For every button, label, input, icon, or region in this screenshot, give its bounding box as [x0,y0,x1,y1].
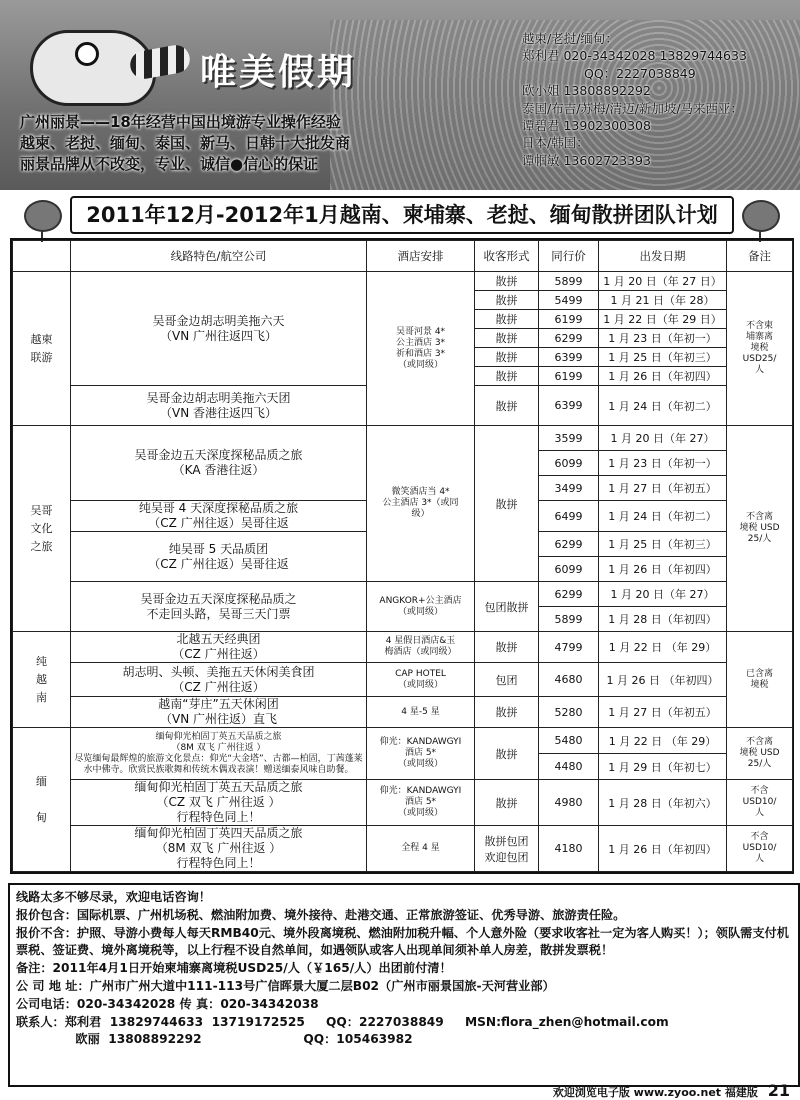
price-cell: 4180 [539,826,599,872]
date-cell: 1 月 20 日（年 27 日） [599,272,727,291]
price-cell: 4799 [539,632,599,663]
date-cell: 1 月 29 日（年初七） [599,754,727,780]
footer-line: 报价不含：护照、导游小费每人每天RMB40元、境外段离境税、燃油附加税升幅、个人意外险（要求收客社一定为客人购买！）；领队需支付机票税、签证费、境外离境税等，以上行程不设自然单间，如遇领队或客人出现单间须补单人房差，散拼发票税！ [16,925,789,958]
footer-info [8,883,800,1087]
date-cell: 1 月 23 日（年初一） [599,451,727,476]
date-cell: 1 月 23 日（年初一） [599,329,727,348]
header-cell [13,241,71,272]
price-cell: 6399 [539,386,599,426]
route-cell: 缅甸仰光柏固丁英五天品质之旅 （CZ 双飞 广州往返 ） 行程特色同上！ [71,780,367,826]
hotel-cell: 全程 4 星 [367,826,475,872]
price-cell: 4980 [539,780,599,826]
date-cell: 1 月 26 日（年初四） [599,367,727,386]
type-cell: 包团散拼 [475,582,539,632]
date-cell: 1 月 26 日（年初四） [599,557,727,582]
footer-line: 公 司 地 址：广州市广州大道中111-113号广信晖景大厦二层B02（广州市丽景国旅-天河营业部） [16,978,555,993]
hotel-cell: 微笑酒店当 4* 公主酒店 3*（或同 级） [367,426,475,582]
route-cell: 越南“芽庄”五天休闲团 （VN 广州往返）直飞 [71,697,367,728]
price-cell: 5280 [539,697,599,728]
route-cell: 吴哥金边胡志明美拖六天团 （VN 香港往返四飞） [71,386,367,426]
table-row [13,426,793,451]
header-cell: 同行价 [539,241,599,272]
route-cell: 吴哥金边五天深度探秘品质之 不走回头路，吴哥三天门票 [71,582,367,632]
price-cell: 6099 [539,451,599,476]
date-cell: 1 月 26 日 （年初四） [599,663,727,697]
hotel-cell: 仰光：KANDAWGYI 酒店 5* （或同级） [367,780,475,826]
hotel-cell: CAP HOTEL （或同级） [367,663,475,697]
schedule-banner: 2011年12月-2012年1月越南、柬埔寨、老挝、缅甸散拼团队计划 [70,196,734,234]
hotel-cell: 4 星假日酒店&玉 梅酒店（或同级） [367,632,475,663]
note-cell: 不含 USD10/ 人 [727,780,793,826]
table-row [13,826,793,872]
note-cell: 不含 USD10/ 人 [727,826,793,872]
type-cell: 散拼 [475,386,539,426]
type-cell: 散拼 [475,310,539,329]
price-cell: 5899 [539,272,599,291]
type-cell: 散拼 [475,272,539,291]
table-row [13,663,793,697]
price-cell: 6199 [539,367,599,386]
route-cell: 纯吴哥 4 天深度探秘品质之旅 （CZ 广州往返）吴哥往返 [71,501,367,532]
price-cell: 6399 [539,348,599,367]
contact-line: 欧小姐 13808892292 [522,83,651,99]
intro-line: 丽景品牌从不改变，专业、诚信●信心的保证 [20,155,319,173]
price-cell: 6499 [539,501,599,532]
contact-line: 郑利君 020-34342028 13829744633 [522,48,747,64]
date-cell: 1 月 25 日（年初三） [599,348,727,367]
price-cell: 6299 [539,329,599,348]
company-intro [20,112,350,175]
type-cell: 散拼 [475,348,539,367]
table-header-row [13,241,793,272]
date-cell: 1 月 28 日（年初四） [599,607,727,632]
region-cell: 缅 甸 [13,728,71,872]
type-cell: 散拼 [475,367,539,386]
date-cell: 1 月 27 日（年初五） [599,697,727,728]
region-cell: 越柬 联游 [13,272,71,426]
table-row [13,780,793,826]
price-cell: 6099 [539,557,599,582]
route-cell: 北越五天经典团 （CZ 广州往返） [71,632,367,663]
route-cell: 吴哥金边五天深度探秘品质之旅 （KA 香港往返） [71,426,367,501]
price-cell: 6199 [539,310,599,329]
page-number: 21 [767,1081,790,1100]
type-cell: 散拼 [475,329,539,348]
hotel-cell: 4 星-5 星 [367,697,475,728]
hotel-cell: ANGKOR+公主酒店 （或同级） [367,582,475,632]
header-cell: 酒店安排 [367,241,475,272]
contact-line: 谭帼敏 13602723393 [522,152,651,168]
footer-line: 欧丽 13808892292 QQ：105463982 [16,1032,413,1047]
price-cell: 6299 [539,582,599,607]
footer-line: 备注：2011年4月1日开始柬埔寨离境税USD25/人（￥165/人）出团前付清！ [16,961,452,976]
header-cell: 线路特色/航空公司 [71,241,367,272]
date-cell: 1 月 26 日（年初四） [599,826,727,872]
type-cell: 散拼 [475,780,539,826]
price-cell: 5480 [539,728,599,754]
route-cell: 胡志明、头顿、美拖五天休闲美食团 （CZ 广州往返） [71,663,367,697]
note-cell: 已含离 境税 [727,632,793,728]
date-cell: 1 月 22 日（年 29 日） [599,310,727,329]
route-cell: 纯吴哥 5 天品质团 （CZ 广州往返）吴哥往返 [71,532,367,582]
note-cell: 不含离 境税 USD 25/人 [727,728,793,780]
header-cell: 收客形式 [475,241,539,272]
route-cell: 缅甸仰光柏固丁英五天品质之旅 （8M 双飞 广州往返 ） 尽览缅甸最辉煌的旅游文化景点：仰光“大金塔”、古都—柏固，丁茜蓬莱水中佛寺。欣赏民族歌舞和传统木偶戏表演！赠送缅泰风味自助餐。 [71,728,367,780]
price-cell: 5899 [539,607,599,632]
type-cell: 散拼 [475,632,539,663]
hotel-cell: 仰光：KANDAWGYI 酒店 5* （或同级） [367,728,475,780]
price-cell: 4480 [539,754,599,780]
price-cell: 3599 [539,426,599,451]
date-cell: 1 月 20 日（年 27） [599,426,727,451]
table-row [13,582,793,607]
region-cell: 吴哥 文化 之旅 [13,426,71,632]
footer-line: 报价包含：国际机票、广州机场税、燃油附加费、境外接待、赴港交通、正常旅游签证、优秀导游、旅游责任险。 [16,907,626,922]
website-text: 欢迎浏览电子版 www.zyoo.net [552,1086,722,1099]
contact-box [522,30,747,169]
route-cell: 缅甸仰光柏固丁英四天品质之旅 （8M 双飞 广州往返 ） 行程特色同上！ [71,826,367,872]
type-cell: 散拼 [475,697,539,728]
contact-line: 越柬/老挝/缅甸： [522,31,618,46]
mascot-eye-icon [75,42,99,66]
type-cell: 散拼 [475,291,539,310]
contact-line: 谭碧君 13902300308 [522,118,651,134]
header-banner [0,0,800,190]
footer-line: 联系人：郑利君 13829744633 13719172525 QQ：2227038849 MSN:flora_zhen@hotmail.com [16,1014,669,1029]
route-cell: 吴哥金边胡志明美拖六天 （VN 广州往返四飞） [71,272,367,386]
lantern-icon [742,200,780,232]
intro-line: 越柬、老挝、缅甸、泰国、新马、日韩十大批发商 [20,134,351,152]
type-cell: 散拼 [475,426,539,582]
intro-line: 广州丽景——18年经营中国出境游专业操作经验 [20,113,341,131]
bottom-bar [0,1078,800,1100]
hotel-cell: 吴哥河景 4* 公主酒店 3* 祈和酒店 3* （或同级） [367,272,475,426]
header-cell: 出发日期 [599,241,727,272]
table-row [13,728,793,754]
footer-line: 线路太多不够尽录，欢迎电话咨询！ [16,890,211,904]
region-cell: 纯 越 南 [13,632,71,728]
edition-label: 福建版 [724,1086,758,1099]
date-cell: 1 月 24 日（年初二） [599,386,727,426]
price-cell: 4680 [539,663,599,697]
contact-line: 日本/韩国： [522,135,589,151]
header-cell: 备注 [727,241,793,272]
type-cell: 散拼包团 欢迎包团 [475,826,539,872]
date-cell: 1 月 25 日（年初三） [599,532,727,557]
date-cell: 1 月 22 日 （年 29） [599,632,727,663]
table-row [13,632,793,663]
table-row [13,272,793,291]
footer-line: 公司电话：020-34342028 传 真：020-34342038 [16,996,319,1011]
price-cell: 6299 [539,532,599,557]
date-cell: 1 月 22 日 （年 29） [599,728,727,754]
date-cell: 1 月 24 日（年初二） [599,501,727,532]
tour-table [10,238,794,874]
date-cell: 1 月 21 日（年 28） [599,291,727,310]
date-cell: 1 月 28 日（年初六） [599,780,727,826]
type-cell: 包团 [475,663,539,697]
contact-line: 泰国/布吉/苏梅/清迈/新加坡/马来西亚： [522,100,744,116]
table-row [13,697,793,728]
brand-title: 唯美假期 [200,52,357,93]
date-cell: 1 月 27 日（年初五） [599,476,727,501]
note-cell: 不含柬 埔寨离 境税 USD25/ 人 [727,272,793,426]
price-cell: 5499 [539,291,599,310]
note-cell: 不含离 境税 USD 25/人 [727,426,793,632]
contact-line: QQ：2227038849 [584,65,696,81]
type-cell: 散拼 [475,728,539,780]
price-cell: 3499 [539,476,599,501]
lantern-icon [24,200,62,232]
date-cell: 1 月 20 日（年 27） [599,582,727,607]
